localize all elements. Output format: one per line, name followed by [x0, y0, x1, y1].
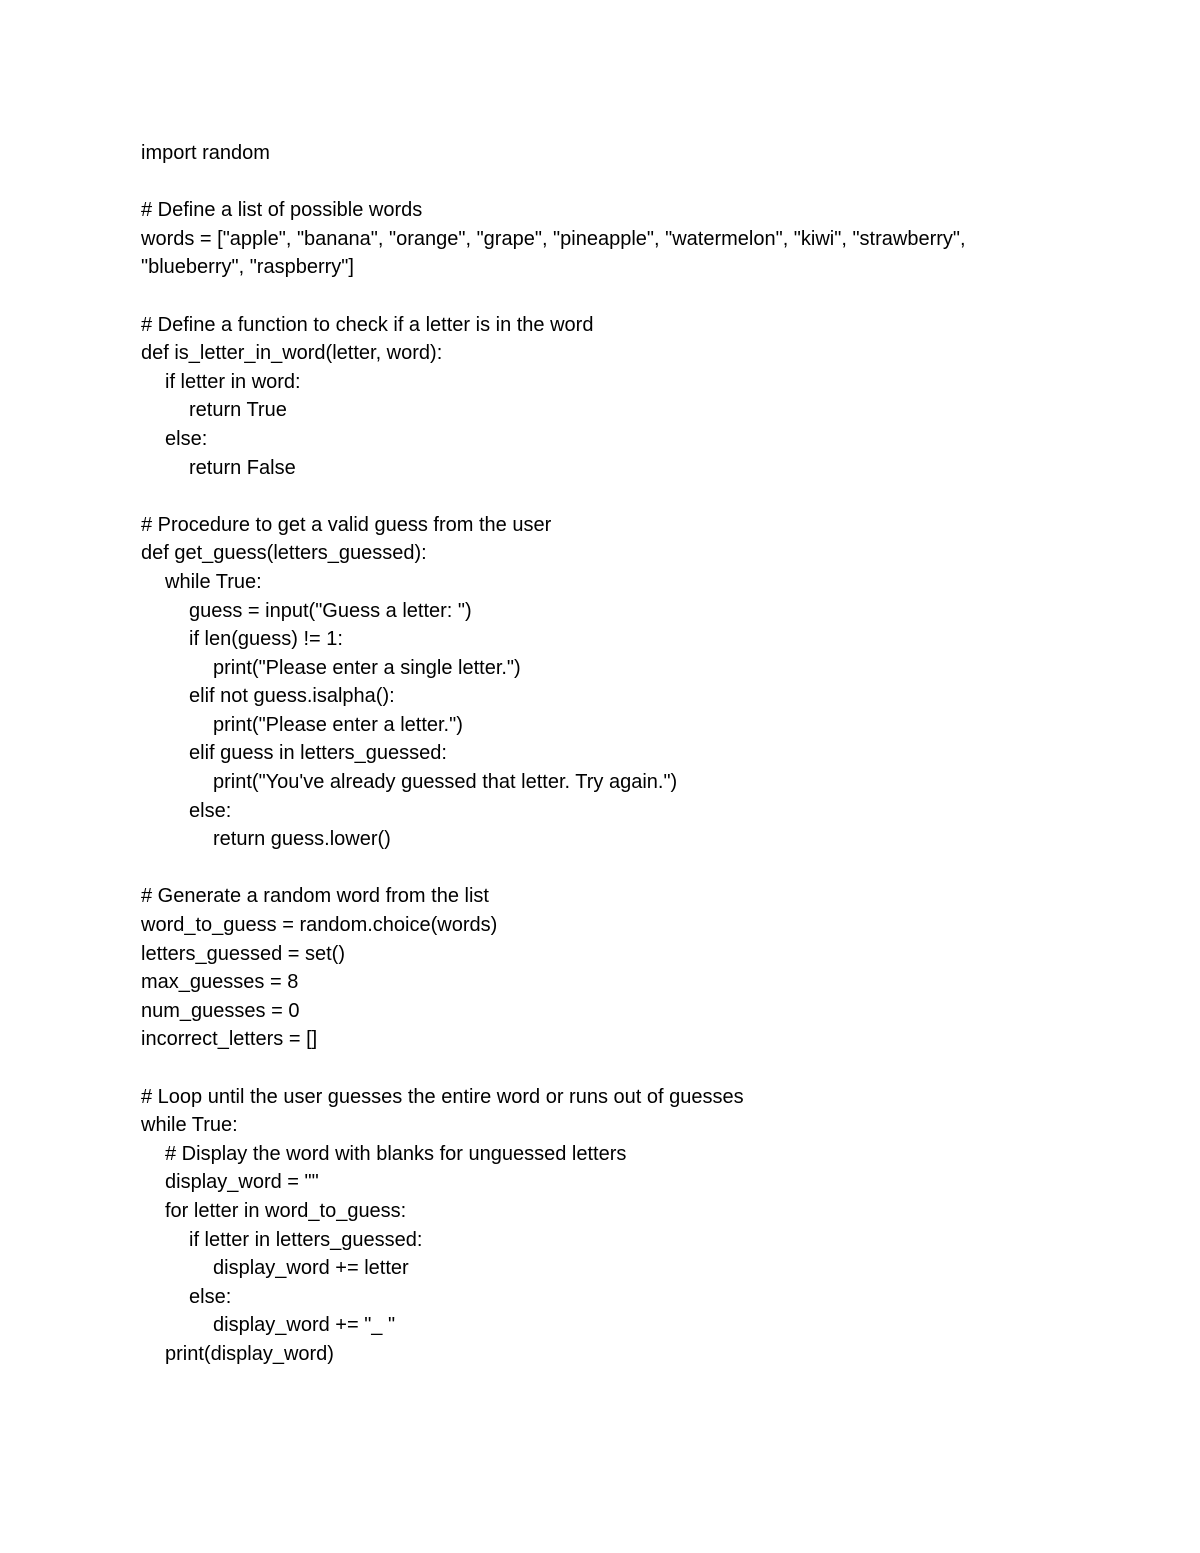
code-line: guess = input("Guess a letter: ") [189, 599, 472, 622]
code-line: return True [189, 399, 287, 422]
code-line: "blueberry", "raspberry"] [141, 256, 354, 279]
code-line: def get_guess(letters_guessed): [141, 542, 427, 565]
code-line: return guess.lower() [213, 828, 391, 851]
blank-line [141, 282, 1071, 311]
blank-line [141, 168, 1071, 197]
code-line: if len(guess) != 1: [189, 628, 343, 651]
code-line: incorrect_letters = [] [141, 1028, 318, 1051]
code-line: for letter in word_to_guess: [165, 1199, 407, 1222]
code-line: letters_guessed = set() [141, 942, 345, 965]
code-comment: # Procedure to get a valid guess from the user [141, 513, 552, 536]
code-line: word_to_guess = random.choice(words) [141, 914, 498, 937]
code-comment: # Define a function to check if a letter is in the word [141, 313, 594, 336]
code-line: display_word = "" [165, 1171, 319, 1194]
code-line: words = ["apple", "banana", "orange", "grape", "pineapple", "watermelon", "kiwi", "strawberry", [141, 227, 966, 250]
blank-line [141, 1054, 1071, 1083]
code-line: def is_letter_in_word(letter, word): [141, 342, 443, 365]
code-line: while True: [165, 570, 262, 593]
code-line: num_guesses = 0 [141, 999, 300, 1022]
code-line: if letter in word: [165, 370, 301, 393]
code-line: else: [189, 799, 232, 822]
blank-line [141, 854, 1071, 883]
code-listing [141, 139, 1071, 1369]
code-line: print("You've already guessed that letter. Try again.") [213, 771, 678, 794]
blank-line [141, 482, 1071, 511]
code-line: max_guesses = 8 [141, 971, 299, 994]
code-line: return False [189, 456, 296, 479]
code-line: if letter in letters_guessed: [189, 1228, 423, 1251]
code-line: print("Please enter a single letter.") [213, 656, 521, 679]
code-line: import random [141, 142, 270, 164]
code-comment: # Define a list of possible words [141, 199, 423, 222]
code-line: while True: [141, 1114, 238, 1137]
code-line: else: [165, 427, 208, 450]
code-line: print("Please enter a letter.") [213, 713, 463, 736]
code-comment: # Display the word with blanks for unguessed letters [165, 1142, 627, 1165]
code-line: display_word += "_ " [213, 1314, 396, 1337]
code-line: print(display_word) [165, 1342, 334, 1365]
code-line: display_word += letter [213, 1257, 409, 1280]
code-comment: # Loop until the user guesses the entire word or runs out of guesses [141, 1085, 744, 1108]
code-line: elif guess in letters_guessed: [189, 742, 447, 765]
code-comment: # Generate a random word from the list [141, 885, 489, 908]
code-line: elif not guess.isalpha(): [189, 685, 395, 708]
code-line: else: [189, 1285, 232, 1308]
